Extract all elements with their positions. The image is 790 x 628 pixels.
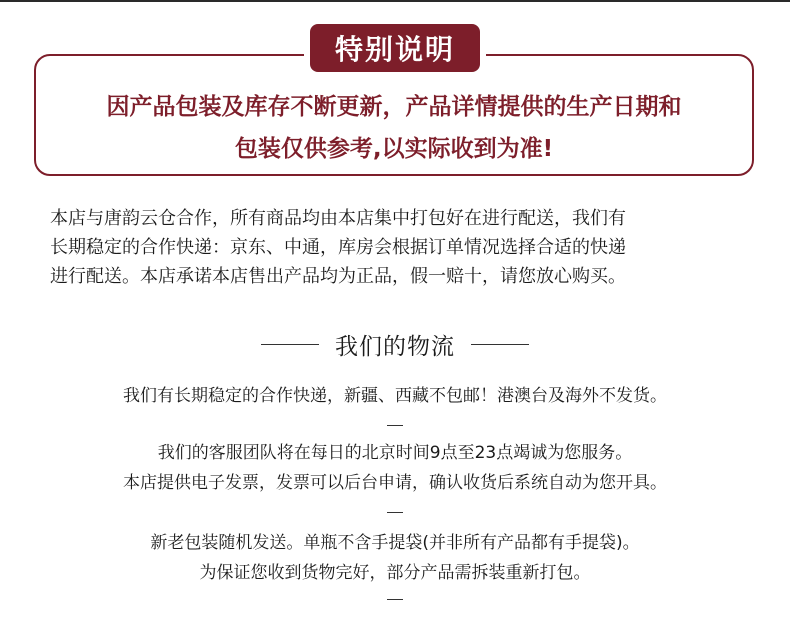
intro-line-3: 进行配送。本店承诺本店售出产品均为正品，假一赔十，请您放心购买。 bbox=[50, 266, 626, 287]
separator-dash bbox=[387, 425, 403, 426]
top-divider bbox=[0, 0, 790, 2]
intro-line-1: 本店与唐韵云仓合作，所有商品均由本店集中打包好在进行配送，我们有 bbox=[50, 208, 626, 229]
separator-dash bbox=[387, 599, 403, 600]
logistics-line-2: 我们的客服团队将在每日的北京时间9点至23点竭诚为您服务。 bbox=[157, 443, 633, 463]
logistics-line-3: 本店提供电子发票，发票可以后台申请，确认收货后系统自动为您开具。 bbox=[123, 473, 667, 493]
separator-dash bbox=[387, 512, 403, 513]
title-left-rule bbox=[261, 344, 319, 345]
special-notice-text bbox=[34, 86, 754, 170]
notice-line-1: 因产品包装及库存不断更新，产品详情提供的生产日期和 bbox=[106, 94, 682, 120]
logistics-line-1: 我们有长期稳定的合作快递，新疆、西藏不包邮！港澳台及海外不发货。 bbox=[123, 386, 667, 406]
logistics-section-title bbox=[0, 328, 790, 361]
intro-line-2: 长期稳定的合作快递：京东、中通，库房会根据订单情况选择合适的快递 bbox=[50, 237, 626, 258]
notice-line-2: 包装仅供参考,以实际收到为准! bbox=[234, 136, 554, 162]
logistics-title: 我们的物流 bbox=[335, 334, 455, 360]
title-right-rule bbox=[471, 344, 529, 345]
special-notice-badge: 特别说明 bbox=[310, 24, 480, 72]
logistics-line-4: 新老包装随机发送。单瓶不含手提袋(并非所有产品都有手提袋)。 bbox=[150, 533, 640, 553]
store-intro bbox=[50, 204, 750, 291]
logistics-line-5: 为保证您收到货物完好，部分产品需拆装重新打包。 bbox=[199, 563, 591, 583]
